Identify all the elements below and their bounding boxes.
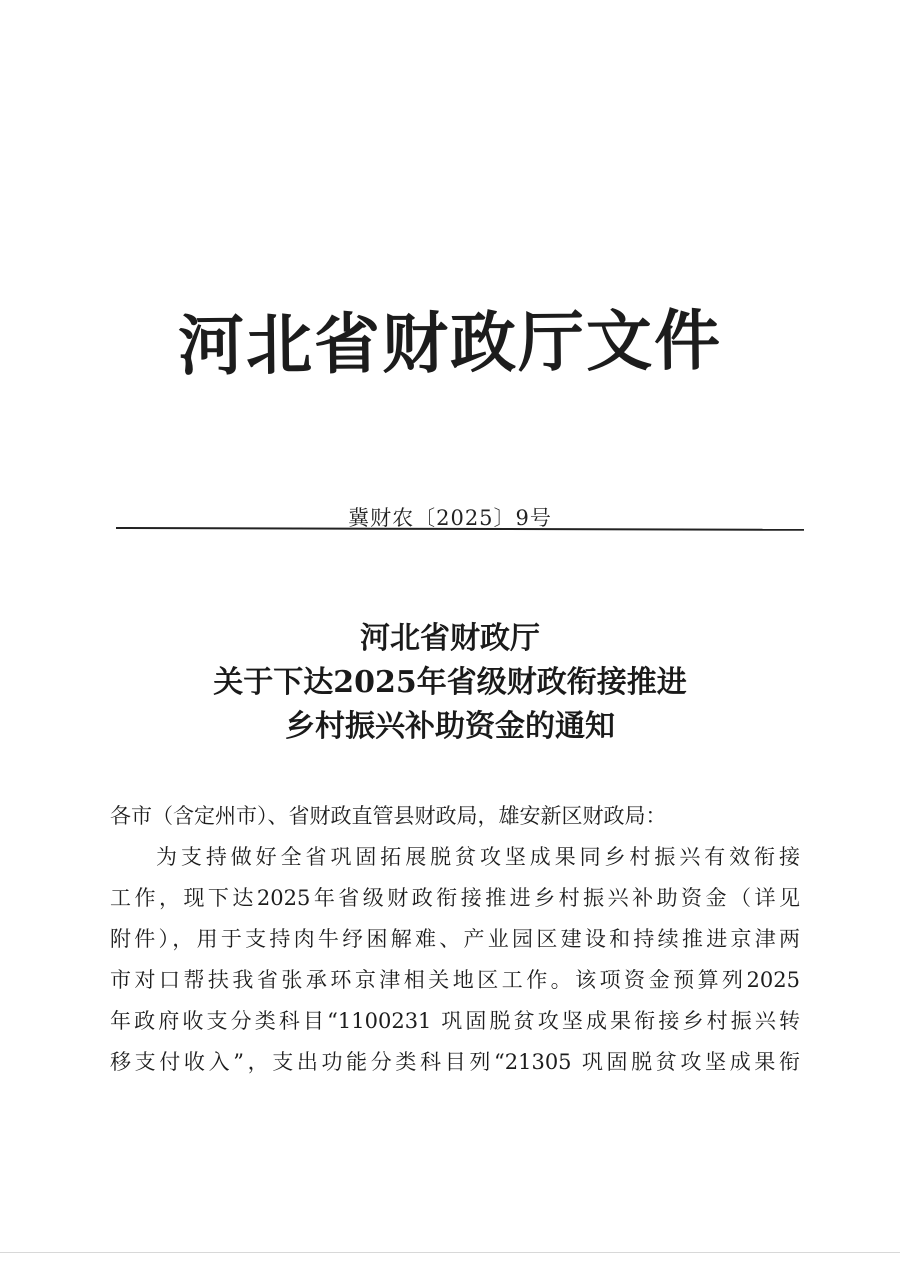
- document-number: 冀财农〔2025〕9号: [348, 506, 552, 530]
- paragraph-line: 移支付收入”，支出功能分类科目列“21305 巩固脱贫攻坚成果衔: [110, 1050, 800, 1074]
- notice-title-line: 乡村振兴补助资金的通知: [285, 709, 615, 744]
- paragraph-line: 年政府收支分类科目“1100231 巩固脱贫攻坚成果衔接乡村振兴转: [110, 1009, 800, 1033]
- notice-title-line: 关于下达2025年省级财政衔接推进: [213, 665, 687, 700]
- notice-body: [110, 800, 800, 1087]
- notice-title: [0, 617, 900, 749]
- paragraph-line: 工作，现下达2025年省级财政衔接推进乡村振兴补助资金（详见: [110, 886, 800, 910]
- document-header-title: 河北省财政厅文件: [177, 301, 723, 385]
- salutation: 各市（含定州市）、省财政直管县财政局，雄安新区财政局：: [110, 804, 667, 828]
- notice-title-line: 河北省财政厅: [360, 621, 540, 656]
- paragraph-line: 市对口帮扶我省张承环京津相关地区工作。该项资金预算列2025: [110, 968, 800, 992]
- paragraph-line: 附件），用于支持肉牛纾困解难、产业园区建设和持续推进京津两: [110, 927, 800, 951]
- paragraph-line: 为支持做好全省巩固拓展脱贫攻坚成果同乡村振兴有效衔接: [156, 845, 800, 869]
- scan-edge-line: [0, 1252, 900, 1253]
